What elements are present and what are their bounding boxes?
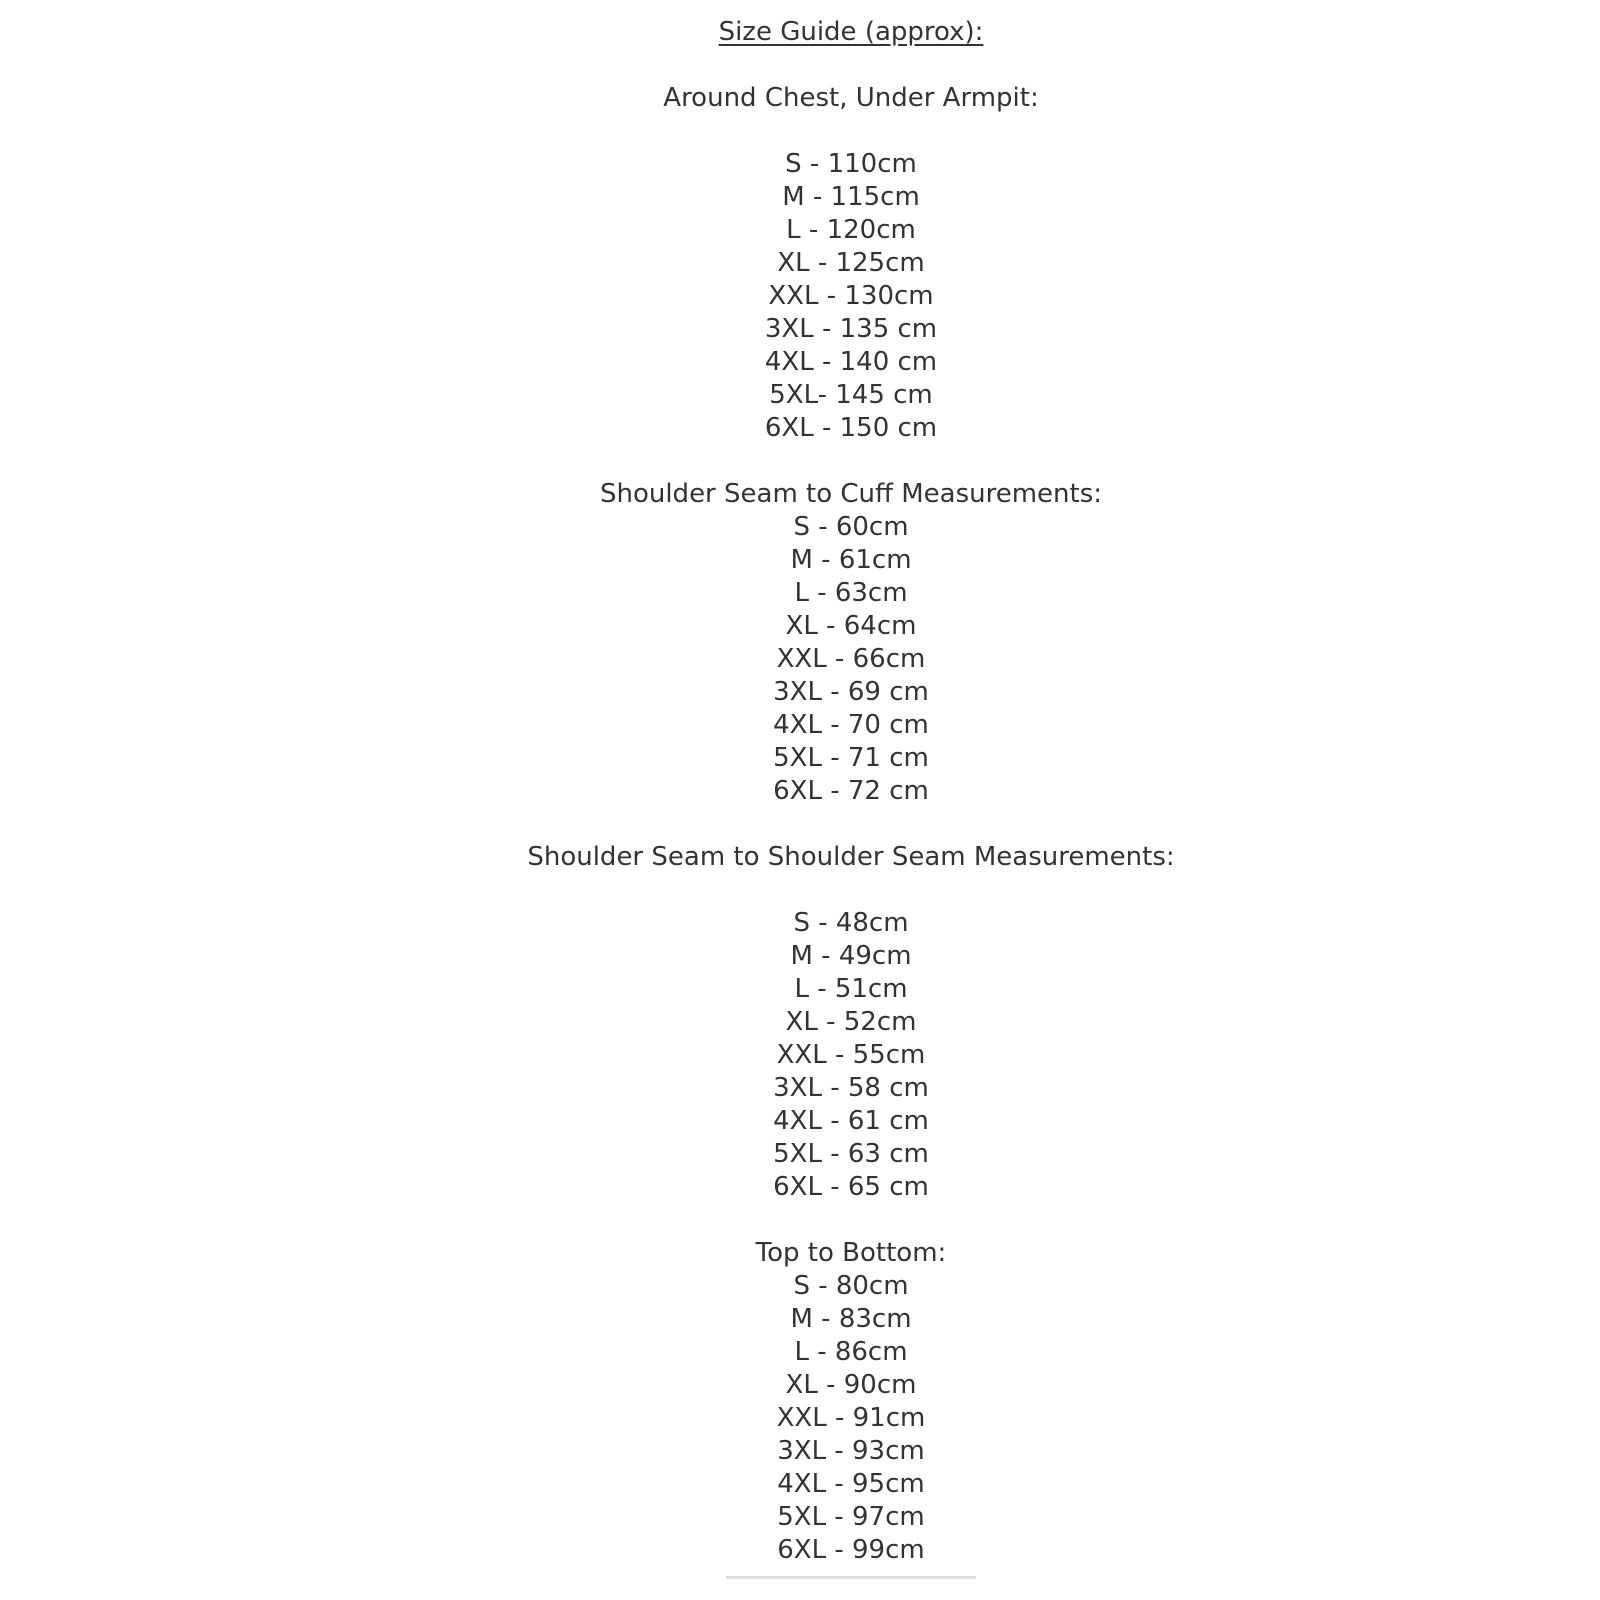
size-row: L - 120cm xyxy=(786,215,916,245)
size-row: M - 83cm xyxy=(790,1304,912,1334)
size-row: 5XL - 97cm xyxy=(777,1502,925,1532)
size-row: 4XL - 61 cm xyxy=(773,1106,929,1136)
size-row: M - 49cm xyxy=(790,941,912,971)
size-row: S - 80cm xyxy=(793,1271,909,1301)
size-row: M - 61cm xyxy=(790,545,912,575)
size-row: S - 48cm xyxy=(793,908,909,938)
section-heading-cuff: Shoulder Seam to Cuff Measurements: xyxy=(599,479,1103,509)
size-row: 3XL - 93cm xyxy=(777,1436,925,1466)
size-row: S - 110cm xyxy=(785,149,917,179)
size-row: XL - 90cm xyxy=(785,1370,917,1400)
size-row: L - 86cm xyxy=(794,1337,908,1367)
size-row: 5XL - 63 cm xyxy=(773,1139,929,1169)
size-row: XXL - 55cm xyxy=(776,1040,926,1070)
size-row: L - 51cm xyxy=(794,974,908,1004)
size-row: 4XL - 95cm xyxy=(777,1469,925,1499)
size-row: 3XL - 135 cm xyxy=(764,314,938,344)
size-row: 6XL - 65 cm xyxy=(773,1172,929,1202)
section-heading-chest: Around Chest, Under Armpit: xyxy=(663,83,1039,113)
section-heading-length: Top to Bottom: xyxy=(755,1238,947,1268)
size-row: S - 60cm xyxy=(793,512,909,542)
size-row: L - 63cm xyxy=(794,578,908,608)
size-row: 3XL - 69 cm xyxy=(773,677,929,707)
ghost-underline xyxy=(726,1576,976,1579)
size-row: 3XL - 58 cm xyxy=(773,1073,929,1103)
size-row: XL - 52cm xyxy=(785,1007,917,1037)
size-row: XXL - 66cm xyxy=(776,644,926,674)
size-row: M - 115cm xyxy=(782,182,920,212)
size-row: 6XL - 99cm xyxy=(777,1535,925,1565)
size-row: 6XL - 72 cm xyxy=(773,776,929,806)
size-row: XXL - 130cm xyxy=(768,281,934,311)
size-list-cuff xyxy=(102,511,1600,808)
size-row: 4XL - 70 cm xyxy=(773,710,929,740)
size-row: 6XL - 150 cm xyxy=(764,413,938,443)
size-row: 5XL - 71 cm xyxy=(773,743,929,773)
size-row: 5XL- 145 cm xyxy=(769,380,933,410)
size-list-chest xyxy=(102,148,1600,445)
section-heading-shoulder: Shoulder Seam to Shoulder Seam Measurements: xyxy=(527,842,1175,872)
size-row: XL - 125cm xyxy=(777,248,925,278)
size-row: XL - 64cm xyxy=(785,611,917,641)
size-list-length xyxy=(102,1270,1600,1567)
size-row: XXL - 91cm xyxy=(776,1403,926,1433)
page-title: Size Guide (approx): xyxy=(718,17,984,47)
size-list-shoulder xyxy=(102,907,1600,1204)
size-row: 4XL - 140 cm xyxy=(764,347,938,377)
